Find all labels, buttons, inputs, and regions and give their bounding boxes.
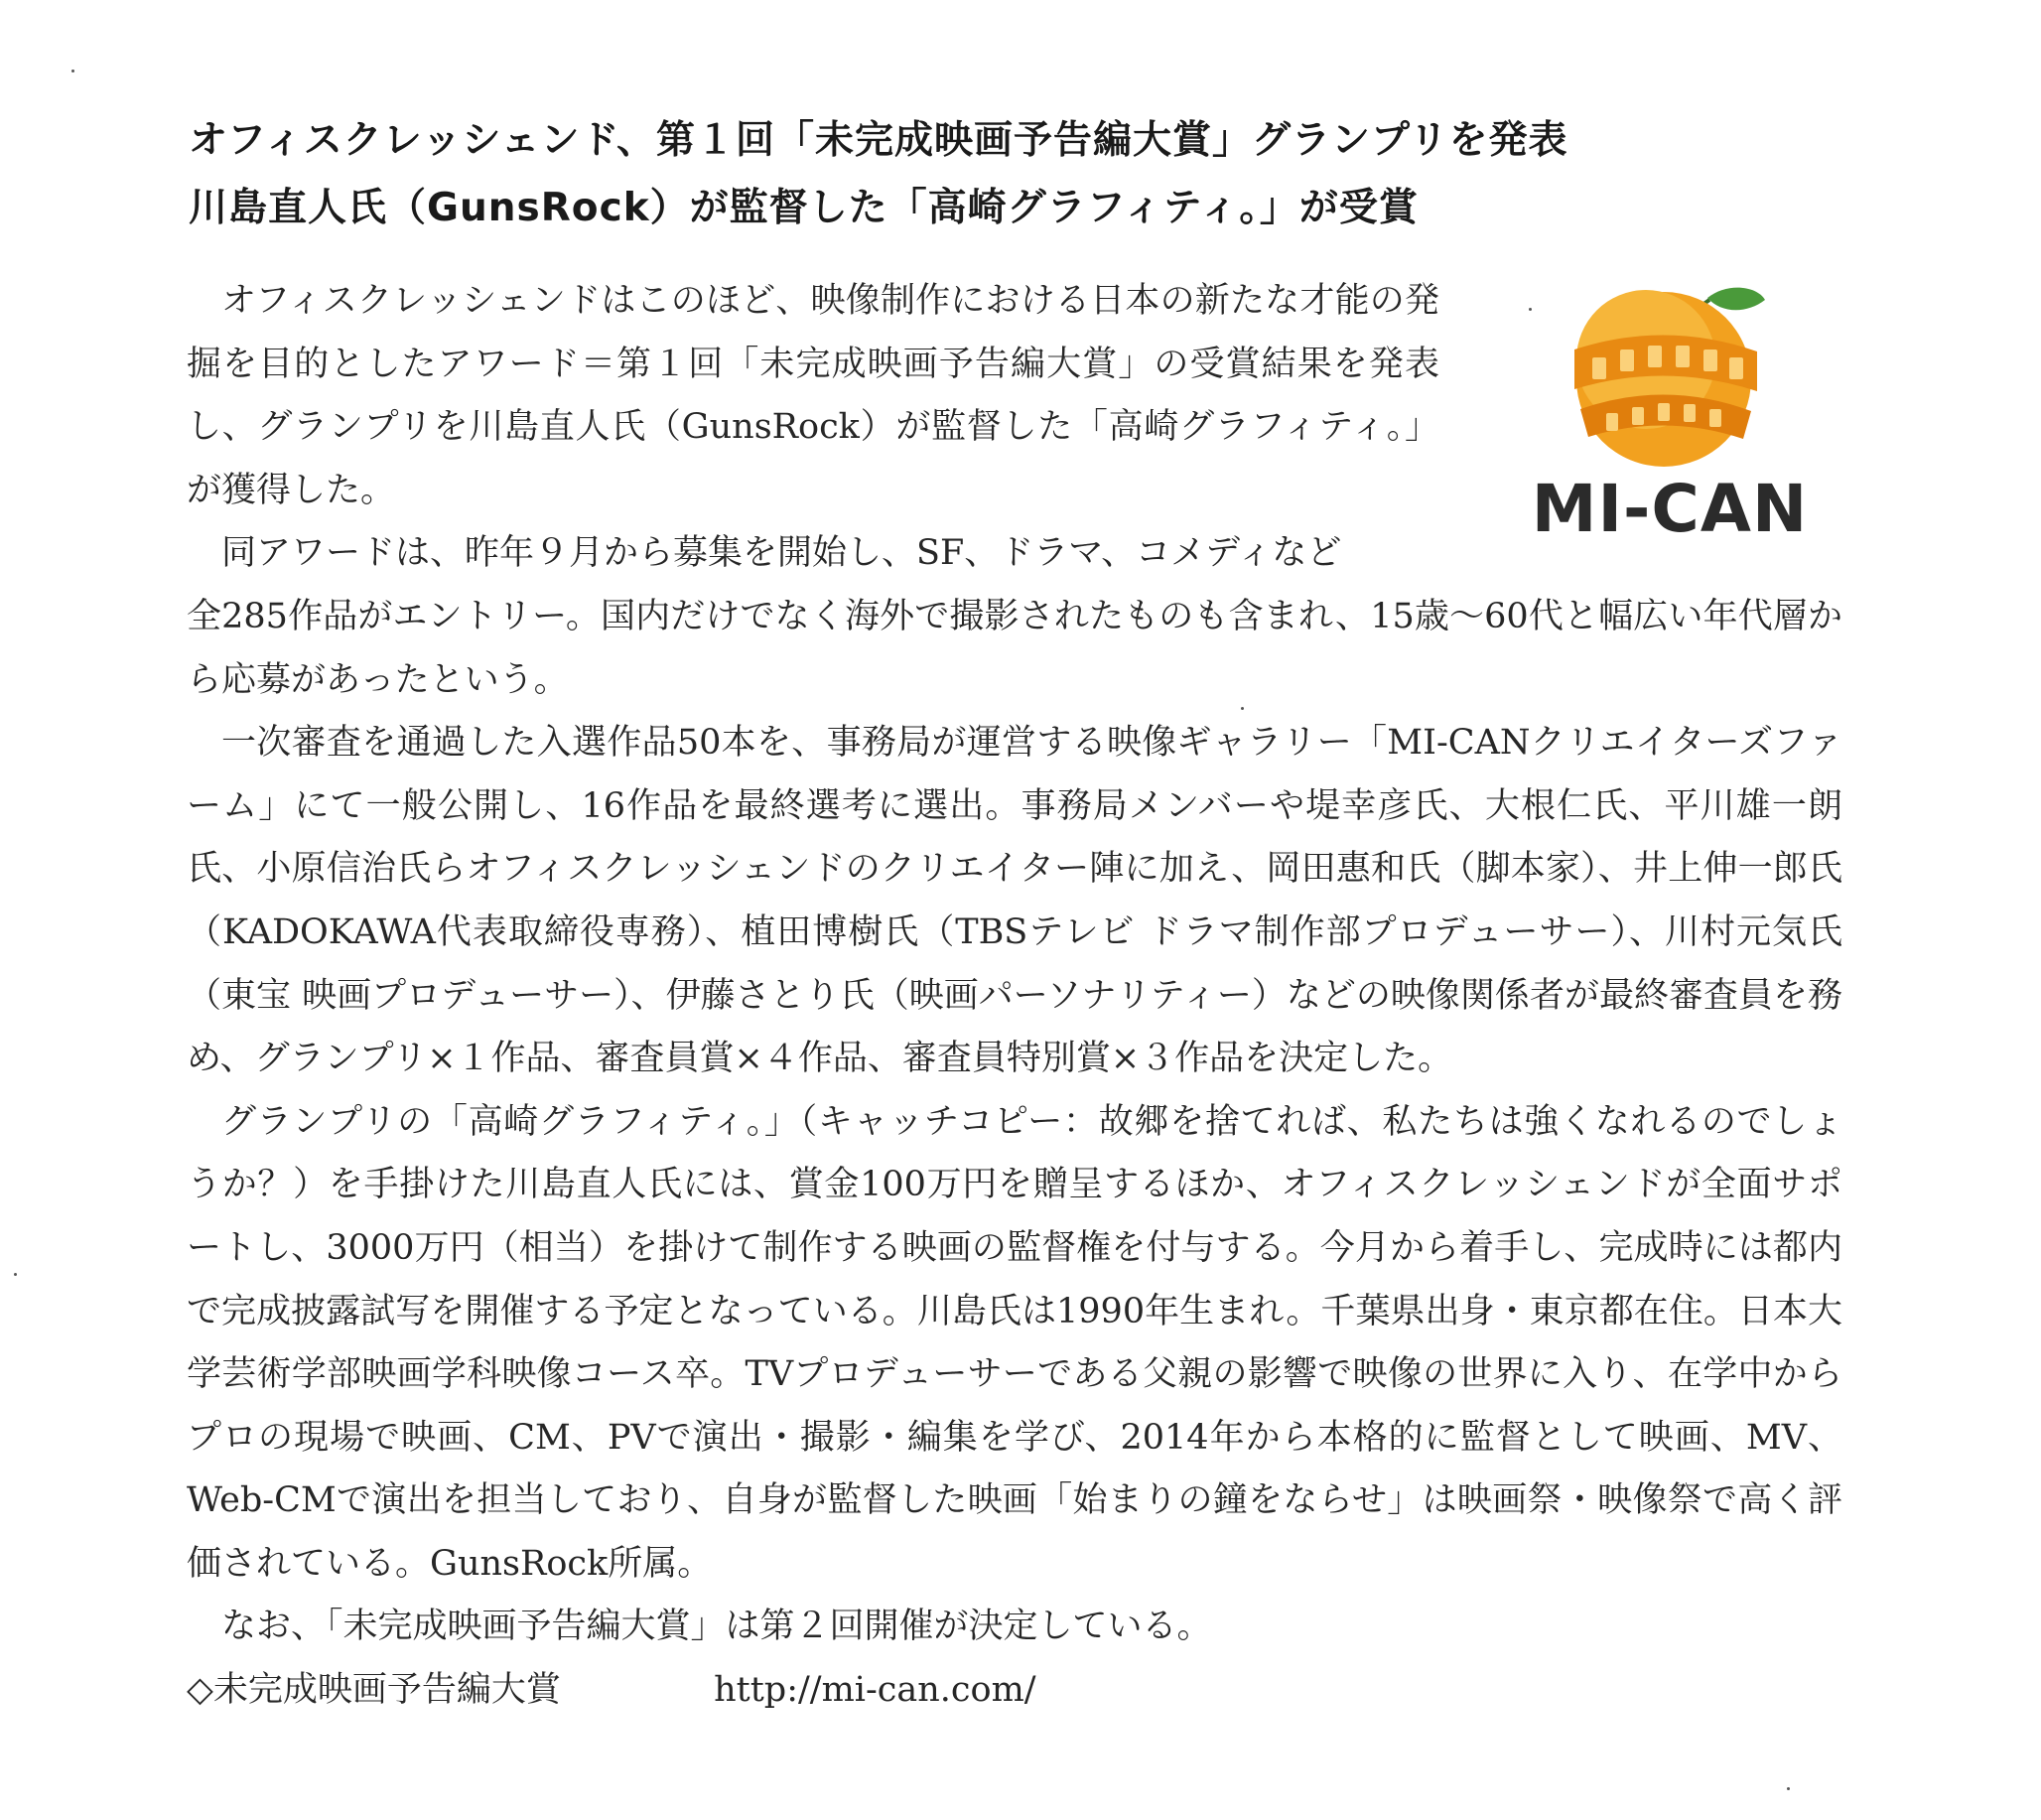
intro-block <box>187 270 1439 586</box>
paragraph-2-start: 同アワードは、昨年９月から募集を開始し、SF、ドラマ、コメディなど <box>221 533 1342 574</box>
headline <box>189 107 1757 242</box>
scan-speck <box>71 70 74 72</box>
footer-url-link[interactable]: http://mi-can.com/ <box>714 1670 1036 1711</box>
paragraph-3: 一次審査を通過した入選作品50本を、事務局が運営する映像ギャラリー「MI-CANクリエイターズファーム」にて一般公開し、16作品を最終選考に選出。事務局メンバーや堤幸彦氏、大根仁氏、平川雄一朗氏、小原信治氏らオフィスクレッシェンドのクリエイター陣に加え、岡田惠和氏（脚本家）、井上伸一郎氏（KADOKAWA代表取締役専務）、植田博樹氏（TBSテレビ ドラマ制作部プロデューサー）、川村元気氏（東宝 映画プロデューサー）、伊藤さとり氏（映画パーソナリティー）などの映像関係者が最終審査員を務め、グランプリ×１作品、審査員賞×４作品、審査員特別賞×３作品を決定した。 <box>187 723 1842 1079</box>
scan-speck <box>1241 707 1244 710</box>
headline-line-1: オフィスクレッシェンド、第１回「未完成映画予告編大賞」グランプリを発表 <box>189 118 1568 163</box>
article-body <box>187 270 1842 1723</box>
scan-speck <box>1787 1787 1790 1790</box>
paragraph-5: なお、「未完成映画予告編大賞」は第２回開催が決定している。 <box>221 1607 1212 1647</box>
headline-line-2: 川島直人氏（GunsRock）が監督した「高崎グラフィティ。」が受賞 <box>189 186 1419 230</box>
footer-label: ◇未完成映画予告編大賞 <box>187 1670 561 1711</box>
logo-wordmark: MI-CAN <box>1531 471 1809 547</box>
paragraph-2-continued: 全285作品がエントリー。国内だけでなく海外で撮影されたものも含まれ、15歳～60代と幅広い年代層から応募があったという。 <box>187 596 1842 700</box>
paragraph-1: オフィスクレッシェンドはこのほど、映像制作における日本の新たな才能の発掘を目的としたアワード＝第１回「未完成映画予告編大賞」の受賞結果を発表し、グランプリを川島直人氏（GunsRock）が監督した「高崎グラフィティ。」が獲得した。 <box>187 281 1439 510</box>
scan-speck <box>14 1273 17 1276</box>
scan-speck <box>1529 308 1532 311</box>
footer-line <box>187 1659 1842 1723</box>
paragraph-4: グランプリの「高崎グラフィティ。」（キャッチコピー：故郷を捨てれば、私たちは強くなれるのでしょうか？）を手掛けた川島直人氏には、賞金100万円を贈呈するほか、オフィスクレッシェンドが全面サポートし、3000万円（相当）を掛けて制作する映画の監督権を付与する。今月から着手し、完成時には都内で完成披露試写を開催する予定となっている。川島氏は1990年生まれ。千葉県出身・東京都在住。日本大学芸術学部映画学科映像コース卒。TVプロデューサーである父親の影響で映像の世界に入り、在学中からプロの現場で映画、CM、PVで演出・撮影・編集を学び、2014年から本格的に監督として映画、MV、Web-CMで演出を担当しており、自身が監督した映画「始まりの鐘をならせ」は映画祭・映像祭で高く評価されている。GunsRock所属。 <box>187 1101 1842 1584</box>
